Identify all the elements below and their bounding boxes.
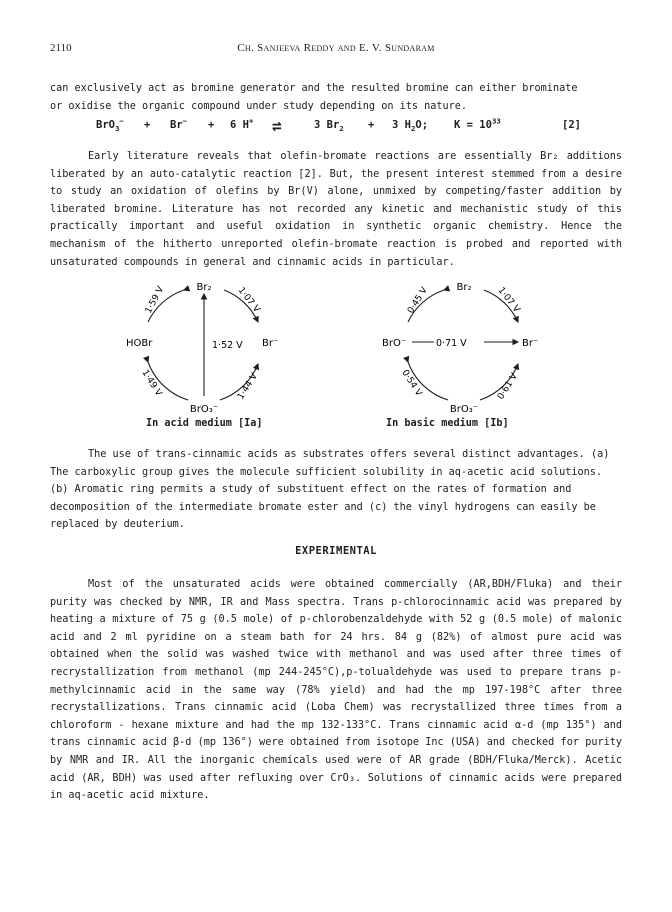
intro-line-2: or oxidise the organic compound under study depending on its nature. bbox=[50, 100, 468, 112]
intro-line-1: can exclusively act as bromine generator and the resulted bromine can either brominate bbox=[50, 83, 578, 94]
node-bromate: BrO₃⁻ bbox=[449, 404, 479, 415]
eq-number: [2] bbox=[562, 119, 581, 131]
label-upper-left: 1·59 V bbox=[143, 285, 167, 316]
eq-plus-2: + bbox=[208, 119, 215, 131]
eq-bromine: 3 $Br_2$ bbox=[314, 119, 344, 134]
paragraph-literature: Early literature reveals that olefin-bromate reactions are essentially Br₂ additions liberated by an auto-catalytic reaction [2]. But, the present interest stemmed from a desire to study an oxidation of olefins by Br(V) alone, unmixed by competing/faster addition by liberated bromine. Literature has not recorded any kinetic and mechanistic study of this practically important and useful oxidation in synthetic organic chemistry. Hence the mechanism of the hitherto unreported olefin-bromate reaction is probed and reported with unsaturated compounds in general and cinnamic acids in particular. bbox=[50, 151, 622, 268]
label-upper-right: 1·07 V bbox=[235, 285, 262, 315]
eq-plus-1: + bbox=[144, 119, 151, 131]
basic-cycle-svg bbox=[372, 276, 572, 426]
intro-paragraph bbox=[50, 80, 622, 115]
label-upper-right: 1·07 V bbox=[495, 285, 522, 315]
label-lower-right: 0·61 V bbox=[496, 371, 520, 402]
eq-proton: 6 H+ bbox=[230, 116, 254, 131]
label-upper-left: 0·45 V bbox=[406, 285, 430, 316]
label-lower-left: 1·49 V bbox=[139, 368, 164, 399]
eq-bromate: BrO$_3$− bbox=[96, 116, 124, 134]
equation-2 bbox=[96, 116, 596, 137]
node-hobr: HOBr bbox=[126, 338, 153, 349]
node-br2: Br₂ bbox=[196, 282, 212, 293]
page-header bbox=[50, 42, 622, 58]
section-heading: EXPERIMENTAL bbox=[295, 545, 377, 557]
label-lower-left: 0·54 V bbox=[399, 368, 424, 399]
caption-acid: In acid medium [Ia] bbox=[146, 418, 263, 429]
node-hypobromite: BrO⁻ bbox=[382, 338, 407, 349]
node-br2: Br₂ bbox=[456, 282, 472, 293]
eq-plus-3: + bbox=[368, 119, 375, 131]
diagram-acid-medium bbox=[112, 276, 312, 426]
paragraph-experimental: Most of the unsaturated acids were obtained commercially (AR,BDH/Fluka) and their purity was checked by NMR, IR and Mass spectra. Trans p-chlorocinnamic acid was prepared by heating a mixture of 75 g (0.5 mole) of p-chlorobenzaldehyde with 52 g (0.5 mole) of malonic acid and 2 ml pyridine on a steam bath for 24 hrs. 84 g (82%) of almost pure acid was obtained when the solid was washed twice with methanol and was used after three times of recrystallization from methanol (mp 244-245°C),p-tolualdehyde was used to prepare trans p-methylcinnamic acid in the same way (78% yield) and had the mp 197-198°C after three recrystallizations. Trans cinnamic acid (Loba Chem) was recrystallized three times from a chloroform - hexane mixture and had the mp 132-133°C. Trans cinnamic acid α-d (mp 135°) and trans cinnamic acid β-d (mp 136°) were obtained from isotope Inc (USA) and checked for purity by NMR and IR. All the inorganic chemicals used were of AR grade (BDH/Fluka/Merck). Acetic acid (AR, BDH) was used after refluxing over CrO₃. Solutions of cinnamic acids were prepared in aq-acetic acid mixture. bbox=[50, 579, 622, 802]
eq-water: 3 $H_2O$; bbox=[392, 119, 429, 134]
label-lower-right: 1·44 V bbox=[236, 371, 260, 402]
eq-constant: $K = 10^{33}$ bbox=[454, 116, 501, 131]
eq-equilibrium-arrow: ⇌ bbox=[272, 116, 282, 135]
paragraph-advantages: The use of trans-cinnamic acids as substrates offers several distinct advantages. (a) The carboxylic group gives the molecule sufficient solubility in aq-acetic acid solutions. (b) Aromatic ring permits a study of substituent effect on the rates of formation and decomposition of the intermediate bromate ester and (c) the vinyl hydrogens can easily be replaced by deuterium. bbox=[50, 449, 610, 531]
node-bromide: Br⁻ bbox=[262, 338, 279, 349]
acid-cycle-svg bbox=[112, 276, 312, 426]
caption-basic: In basic medium [Ib] bbox=[386, 418, 509, 429]
node-bromate: BrO₃⁻ bbox=[189, 404, 219, 415]
label-center: 0·71 V bbox=[436, 338, 467, 349]
diagram-basic-medium bbox=[372, 276, 572, 426]
label-center: 1·52 V bbox=[212, 340, 243, 351]
page-number: 2110 bbox=[50, 42, 72, 54]
node-bromide: Br⁻ bbox=[522, 338, 539, 349]
eq-bromide: Br− bbox=[170, 116, 188, 131]
running-title: Ch. Sanjeeva Reddy and E. V. Sundaram bbox=[237, 42, 435, 54]
